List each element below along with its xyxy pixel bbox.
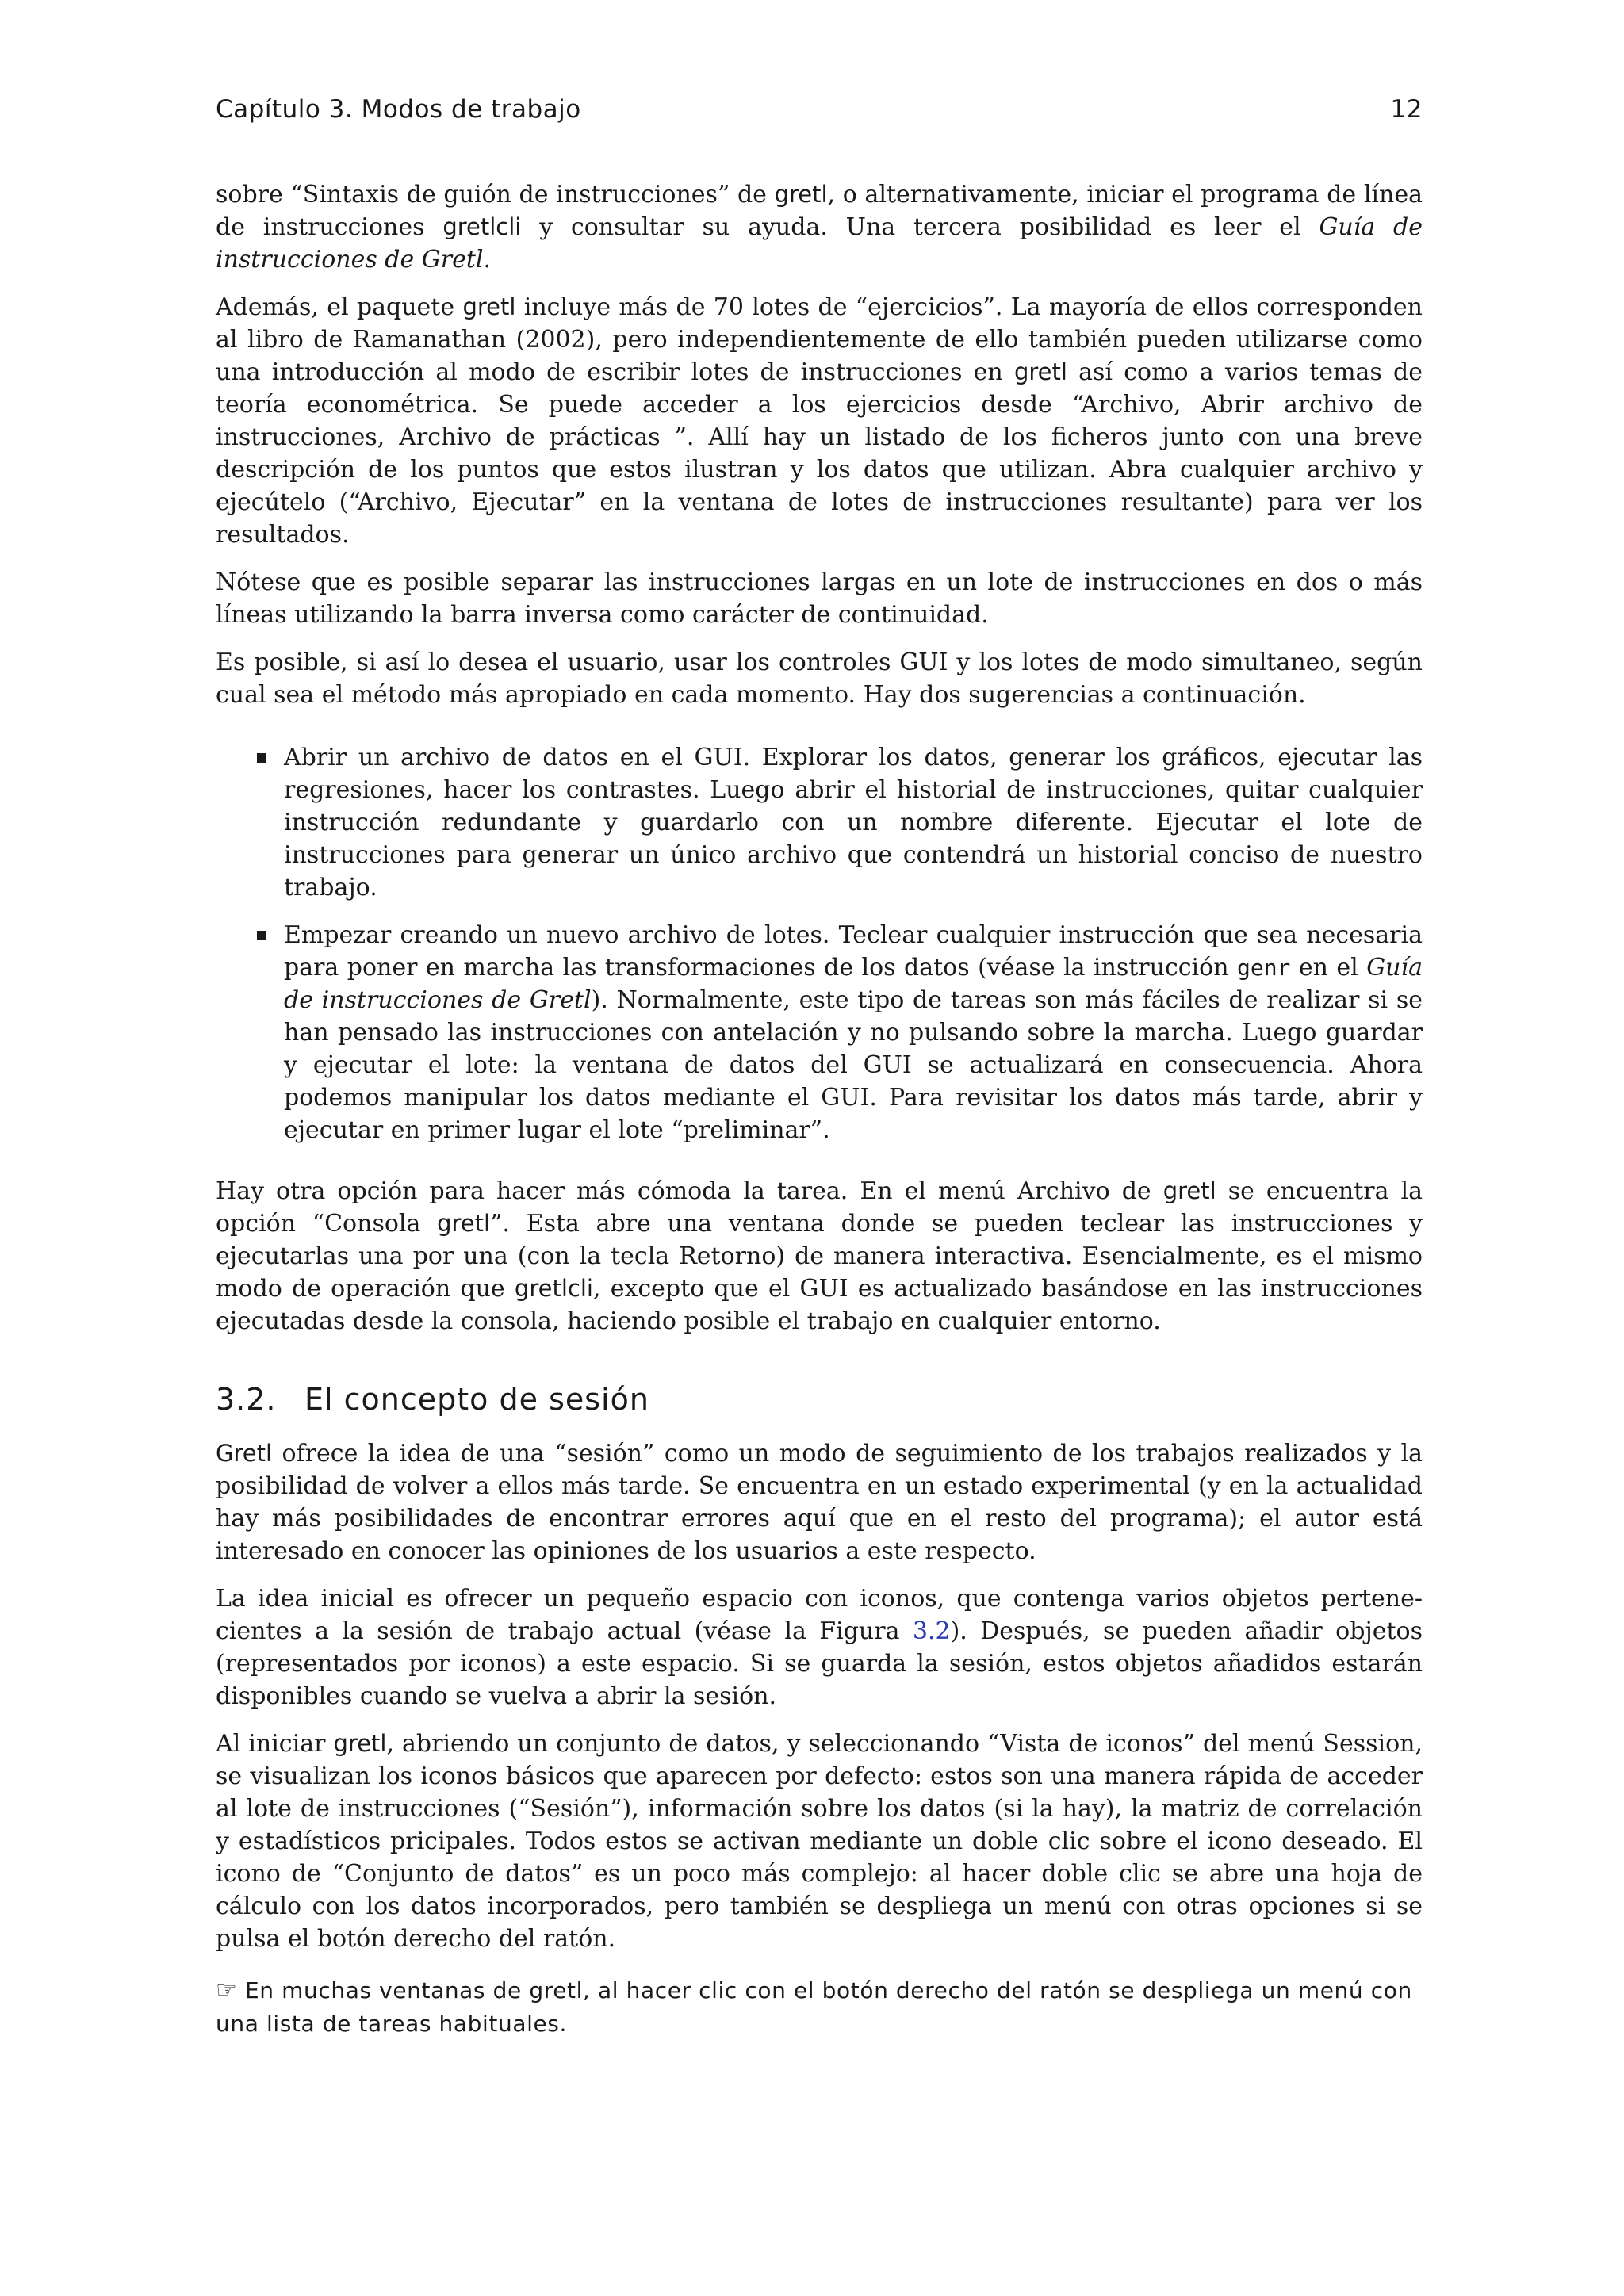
list-item — [216, 919, 1423, 1146]
book-title: Guía de instrucciones de Gretl — [216, 213, 1423, 274]
paragraph — [216, 1728, 1423, 1955]
text: y consultar su ayuda. Una tercera posibilidad es leer el — [521, 213, 1320, 241]
section-number: 3.2. — [216, 1382, 277, 1417]
section-title: El concepto de sesión — [304, 1382, 649, 1417]
text: así como a varios temas de teoría econométrica. Se puede acceder a los ejercicios desde “Archivo, Abrir archivo de instrucciones, Archivo de prácticas ”. Allí hay un listado de los ficheros junto con una breve descripción de los puntos que estos ilustran y los datos que utilizan. Abra cualquier archivo y ejecútelo (“Archivo, Ejecutar” en la ventana de lotes de instrucciones resultante) para ver los resultados. — [216, 358, 1423, 549]
program-name: gretl — [774, 181, 828, 208]
text: ). Después, se pueden añadir objetos (representados por iconos) a este espacio. Si se guarda la sesión, estos objetos añadidos estarán disponibles cuando se vuelva a abrir la sesión. — [216, 1617, 1423, 1710]
text: La idea inicial es ofrecer un pequeño espacio con iconos, que contenga varios objetos pertenecientes a la sesión de trabajo actual (véase la Figura — [216, 1585, 1423, 1645]
text: , excepto que el GUI es actualizado basándose en las instrucciones ejecutadas desde la consola, haciendo posible el trabajo en cualquier entorno. — [216, 1275, 1423, 1335]
bullet-square-icon — [257, 753, 266, 763]
chapter-title: Capítulo 3. Modos de trabajo — [216, 95, 581, 124]
program-name: gretl — [462, 293, 516, 320]
program-name: gretlcli — [514, 1275, 593, 1302]
program-name: gretl — [1162, 1177, 1216, 1204]
pointing-hand-icon: ☞ — [216, 1976, 238, 2004]
text: se encuentra la opción “Consola — [216, 1177, 1423, 1238]
paragraph — [216, 1175, 1423, 1337]
text: Al iniciar — [216, 1730, 334, 1758]
text: , o alternativamente, iniciar el programa de línea de instrucciones — [216, 181, 1423, 241]
command-name: genr — [1236, 955, 1291, 981]
figure-reference-link[interactable]: 3.2 — [912, 1617, 951, 1645]
program-name: gretl — [333, 1730, 387, 1757]
text: sobre “Sintaxis de guión de instrucciones” de — [216, 181, 775, 209]
program-name: gretl — [1013, 358, 1067, 385]
text: incluye más de 70 lotes de “ejercicios”. La mayoría de ellos corresponden al libro de Ramanathan (2002), pero independientemente de ello también pueden utilizarse como una introducción al modo de escribir lotes de instrucciones en — [216, 293, 1423, 386]
text: , abriendo un conjunto de datos, y seleccionando “Vista de iconos” del menú Session, se visualizan los iconos básicos que aparecen por defecto: estos son una manera rápida de acceder al lote de instrucciones (“Sesión”), información sobre los datos (si la hay), la matriz de correlación y estadísticos pricipales. Todos estos se activan mediante un doble clic sobre el icono deseado. El icono de “Conjunto de datos” es un poco más complejo: al hacer doble clic se abre una hoja de cálculo con los datos incorporados, pero también se despliega un menú con otras opciones si se pulsa el botón derecho del ratón. — [216, 1730, 1423, 1953]
note-text: En muchas ventanas de gretl, al hacer clic con el botón derecho del ratón se despliega un menú con una lista de tareas habituales. — [216, 1977, 1412, 2037]
program-name: Gretl — [216, 1440, 273, 1467]
text: Hay otra opción para hacer más cómoda la tarea. En el menú Archivo de — [216, 1177, 1163, 1205]
paragraph — [216, 1582, 1423, 1712]
running-header — [216, 94, 1423, 126]
bullet-square-icon — [257, 931, 266, 940]
program-name: gretl — [437, 1210, 491, 1237]
text: ofrece la idea de una “sesión” como un modo de seguimiento de los trabajos realizados y la posibilidad de volver a ellos más tarde. Se encuentra en un estado experimental (y en la actualidad hay más posibilidades de encontrar errores aquí que en el resto del programa); el autor está interesado en conocer las opiniones de los usuarios a este respecto. — [216, 1440, 1423, 1565]
text: Empezar creando un nuevo archivo de lotes. Teclear cualquier instrucción que sea necesaria para poner en marcha las transformaciones de los datos (véase la instrucción — [284, 921, 1423, 982]
text: ). Normalmente, este tipo de tareas son más fáciles de realizar si se han pensado las instrucciones con antelación y no pulsando sobre la marcha. Luego guardar y ejecutar el lote: la ventana de datos del GUI se actualizará en consecuencia. Ahora podemos manipular los datos mediante el GUI. Para revisitar los datos más tarde, abrir y ejecutar en primer lugar el lote “preliminar”. — [284, 986, 1423, 1144]
text: Abrir un archivo de datos en el GUI. Explorar los datos, generar los gráficos, ejecutar las regresiones, hacer los contrastes. Luego abrir el historial de instrucciones, quitar cualquier instrucción redundante y guardarlo con un nombre diferente. Ejecutar el lote de instrucciones para generar un único archivo que contendrá un historial conciso de nuestro trabajo. — [284, 744, 1423, 901]
text: . — [483, 246, 492, 274]
page-number: 12 — [1390, 95, 1423, 124]
tip-note — [216, 1974, 1423, 2041]
list-item — [216, 741, 1423, 904]
paragraph — [216, 1437, 1423, 1567]
text: ”. Esta abre una ventana donde se pueden teclear las instrucciones y ejecutarlas una por una (con la tecla Retorno) de manera interactiva. Esencialmente, es el mismo modo de operación que — [216, 1210, 1423, 1303]
paragraph: Es posible, si así lo desea el usuario, usar los controles GUI y los lotes de modo simultaneo, según cual sea el método más apropiado en cada momento. Hay dos sugerencias a continuación. — [216, 649, 1423, 709]
paragraph — [216, 291, 1423, 551]
text: Además, el paquete — [216, 293, 463, 321]
program-name: gretlcli — [442, 213, 522, 240]
book-title: Guía de instrucciones de Gretl — [284, 954, 1423, 1014]
paragraph — [216, 178, 1423, 276]
text: en el — [1290, 954, 1367, 982]
document-page — [216, 94, 1423, 2041]
paragraph: Nótese que es posible separar las instrucciones largas en un lote de instrucciones en dos o más líneas utilizando la barra inversa como carácter de continuidad. — [216, 568, 1423, 629]
section-heading — [216, 1380, 1423, 1418]
suggestion-list — [216, 741, 1423, 1146]
